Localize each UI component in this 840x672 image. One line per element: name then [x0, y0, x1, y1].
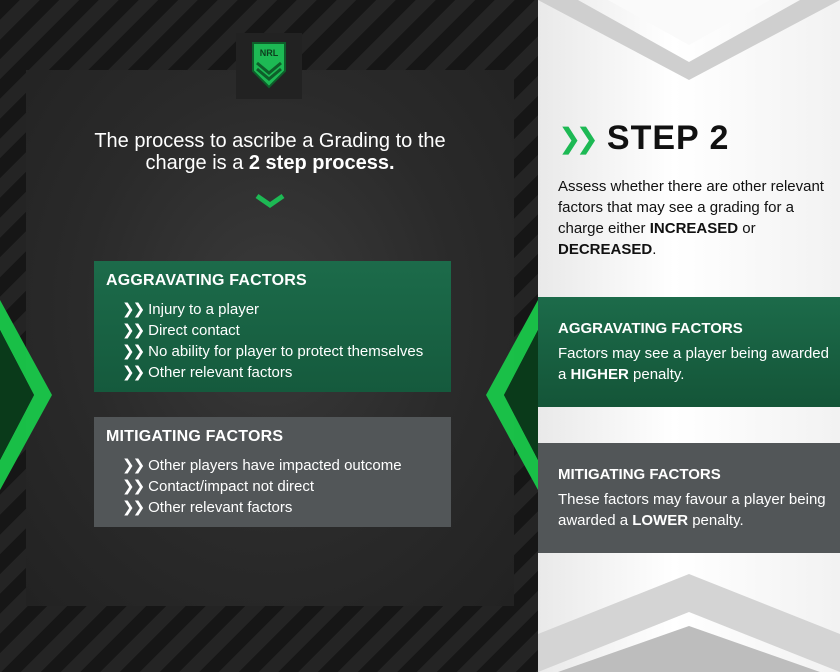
- list-item-text: Other players have impacted outcome: [148, 457, 402, 474]
- list-item: [122, 455, 402, 476]
- list-item-text: No ability for player to protect themselves: [148, 343, 424, 360]
- aggravating-factors-box: [94, 261, 451, 392]
- list-item: [122, 476, 402, 497]
- right-aggravating-text-1: Factors may see a player being awarded a: [558, 345, 829, 383]
- intro-text: [50, 130, 490, 174]
- step-desc-decreased: DECREASED: [558, 241, 653, 258]
- mitigating-factors-box: [94, 417, 451, 527]
- list-item-text: Injury to a player: [148, 301, 260, 318]
- chevron-down-icon: [254, 193, 286, 209]
- right-aggravating-text-2: penalty.: [628, 366, 685, 383]
- nrl-shield-icon: [249, 41, 289, 91]
- double-chevron-icon: ❯❯: [122, 322, 144, 339]
- step-desc-part-3: .: [652, 241, 657, 258]
- list-item-text: Contact/impact not direct: [148, 478, 315, 495]
- right-neon-chevron-icon: [478, 300, 538, 490]
- right-mitigating-text-2: penalty.: [688, 512, 744, 529]
- double-chevron-icon: ❯❯: [122, 301, 144, 318]
- double-chevron-icon: ❯❯: [122, 478, 144, 495]
- list-item: [122, 320, 423, 341]
- mitigating-factors-list: [122, 455, 402, 518]
- double-chevron-icon: ❯❯: [122, 343, 144, 360]
- double-chevron-icon: ❯❯: [558, 122, 593, 154]
- double-chevron-icon: ❯❯: [122, 364, 144, 381]
- list-item-text: Other relevant factors: [148, 499, 293, 516]
- right-aggravating-text: [558, 343, 838, 385]
- aggravating-factors-title: AGGRAVATING FACTORS: [106, 272, 307, 289]
- list-item: [122, 362, 423, 383]
- aggravating-factors-list: [122, 299, 423, 383]
- intro-line-2: [50, 152, 490, 174]
- list-item: [122, 341, 423, 362]
- right-mitigating-lower: LOWER: [632, 512, 689, 529]
- list-item: [122, 299, 423, 320]
- step-title: STEP 2: [606, 118, 730, 157]
- intro-line-2-prefix: charge is a: [145, 152, 249, 174]
- top-chevron-decoration-icon: [538, 0, 840, 80]
- mitigating-factors-title: MITIGATING FACTORS: [106, 428, 284, 445]
- right-aggravating-box: [538, 297, 840, 407]
- right-aggravating-higher: HIGHER: [570, 366, 629, 383]
- left-neon-chevron-icon: [0, 300, 60, 490]
- step-heading: [558, 118, 729, 158]
- intro-line-1: The process to ascribe a Grading to the: [94, 130, 446, 152]
- nrl-logo-text: NRL: [259, 48, 279, 58]
- step-desc-increased: INCREASED: [649, 220, 739, 237]
- bottom-chevron-decoration-icon: [538, 574, 840, 672]
- step-desc-part-1: Assess whether there are other relevant factors that may see a grading for a charge either: [558, 178, 824, 237]
- right-mitigating-box: [538, 443, 840, 553]
- nrl-logo: [236, 33, 302, 99]
- right-mitigating-text-1: These factors may favour a player being awarded a: [558, 491, 826, 529]
- double-chevron-icon: ❯❯: [122, 457, 144, 474]
- intro-line-2-bold: 2 step process.: [248, 152, 395, 174]
- step-desc-part-2: or: [738, 220, 756, 237]
- right-mitigating-title: MITIGATING FACTORS: [558, 466, 721, 483]
- right-mitigating-text: [558, 489, 838, 531]
- double-chevron-icon: ❯❯: [122, 499, 144, 516]
- list-item-text: Other relevant factors: [148, 364, 293, 381]
- right-aggravating-title: AGGRAVATING FACTORS: [558, 320, 743, 337]
- list-item: [122, 497, 402, 518]
- list-item-text: Direct contact: [148, 322, 240, 339]
- step-description: [558, 176, 833, 260]
